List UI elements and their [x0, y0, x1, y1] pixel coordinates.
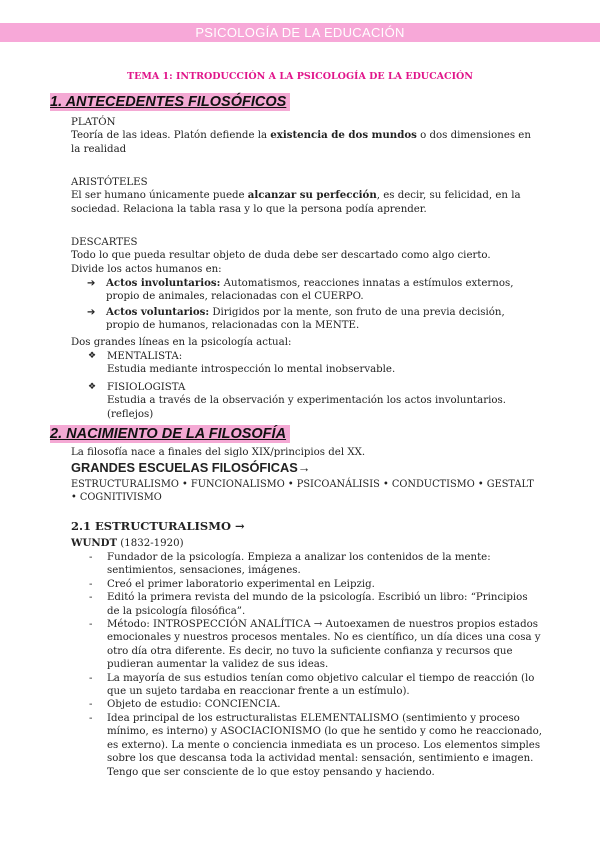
document-header-banner: PSICOLOGÍA DE LA EDUCACIÓN	[0, 23, 600, 42]
list-item: - Método: INTROSPECCIÓN ANALÍTICA → Autoexamen de nuestros propios estados emocionales y nuestros procesos mentales. No es científico, un día dices una cosa y otro día otra diferente. Es decir, no tuvo la suficiente confianza y recursos que pudieran aumentar la validez de sus ideas.	[89, 619, 541, 671]
actos-involuntarios-item: ➔ Actos involuntarios: Automatismos, reacciones innatas a estímulos externos, propio de animales, relacionadas con el CUERPO.	[87, 277, 514, 303]
list-item: - Idea principal de los estructuralistas ELEMENTALISMO (sentimiento y proceso mínimo, es interno) y ASOCIACIONISMO (lo que he sentido y como he reaccionado, es externo). La mente o conciencia inmediata es un proceso. Los elementos simples sobre los que descansa toda la actividad mental: sensación, sentimiento e imagen. Tengo que ser consciente de lo que estoy pensando y haciendo.	[89, 712, 543, 778]
section-2-1-heading: 2.1 ESTRUCTURALISMO →	[71, 519, 245, 533]
platon-text: Teoría de las ideas. Platón defiende la existencia de dos mundos o dos dimensiones en la realidad	[71, 129, 531, 155]
section-2-intro: La filosofía nace a finales del siglo XIX/principios del XX.	[71, 447, 366, 458]
arrow-icon: ➔	[87, 278, 96, 289]
descartes-line2: Divide los actos humanos en:	[71, 263, 222, 275]
wundt-list	[89, 551, 543, 779]
list-item: - La mayoría de sus estudios tenían como objetivo calcular el tiempo de reacción (lo que un sujeto tardaba en reaccionar frente a un estímulo).	[89, 672, 535, 698]
fisiologista-item: ❖ FISIOLOGISTA Estudia a través de la observación y experimentación los actos involuntarios. (reflejos)	[88, 382, 506, 420]
list-item: - Editó la primera revista del mundo de la psicología. Escribió un libro: “Principios de la psicología filosófica”.	[89, 592, 528, 617]
diamond-bullet-icon: ❖	[88, 382, 97, 392]
escuelas-list: ESTRUCTURALISMO • FUNCIONALISMO • PSICOANÁLISIS • CONDUCTISMO • GESTALT • COGNITIVISMO	[71, 479, 534, 504]
descartes-name: DESCARTES	[71, 237, 138, 248]
descartes-line1: Todo lo que pueda resultar objeto de duda debe ser descartado como algo cierto.	[71, 250, 491, 262]
aristoteles-text: El ser humano únicamente puede alcanzar su perfección, es decir, su felicidad, en la sociedad. Relaciona la tabla rasa y lo que la persona podía aprender.	[71, 189, 521, 215]
diamond-bullet-icon: ❖	[88, 351, 97, 361]
topic-title: TEMA 1: INTRODUCCIÓN A LA PSICOLOGÍA DE LA EDUCACIÓN	[127, 71, 473, 82]
escuelas-heading: GRANDES ESCUELAS FILOSÓFICAS→	[71, 460, 311, 475]
section-2-heading: 2. NACIMIENTO DE LA FILOSOFÍA	[50, 425, 290, 443]
platon-block	[71, 116, 541, 156]
aristoteles-block	[71, 176, 541, 216]
list-item: - Fundador de la psicología. Empieza a analizar los contenidos de la mente: sentimientos, sensaciones, imágenes.	[89, 552, 491, 577]
list-item: - Creó el primer laboratorio experimental en Leipzig.	[89, 578, 375, 590]
platon-name: PLATÓN	[71, 117, 116, 128]
aristoteles-name: ARISTÓTELES	[71, 177, 148, 188]
lineas-intro: Dos grandes líneas en la psicología actual:	[71, 337, 292, 348]
actos-voluntarios-item: ➔ Actos voluntarios: Dirigidos por la mente, son fruto de una previa decisión, propio de humanos, relacionadas con la MENTE.	[87, 306, 505, 332]
arrow-icon: ➔	[87, 307, 96, 318]
mentalista-item: ❖ MENTALISTA: Estudia mediante introspección lo mental inobservable.	[88, 351, 396, 376]
wundt-years: (1832-1920)	[117, 538, 184, 549]
wundt-line	[71, 537, 184, 550]
descartes-block	[71, 236, 541, 276]
list-item: - Objeto de estudio: CONCIENCIA.	[89, 699, 281, 711]
section-1-heading: 1. ANTECEDENTES FILOSÓFICOS	[50, 93, 290, 111]
wundt-name: WUNDT	[71, 537, 118, 549]
